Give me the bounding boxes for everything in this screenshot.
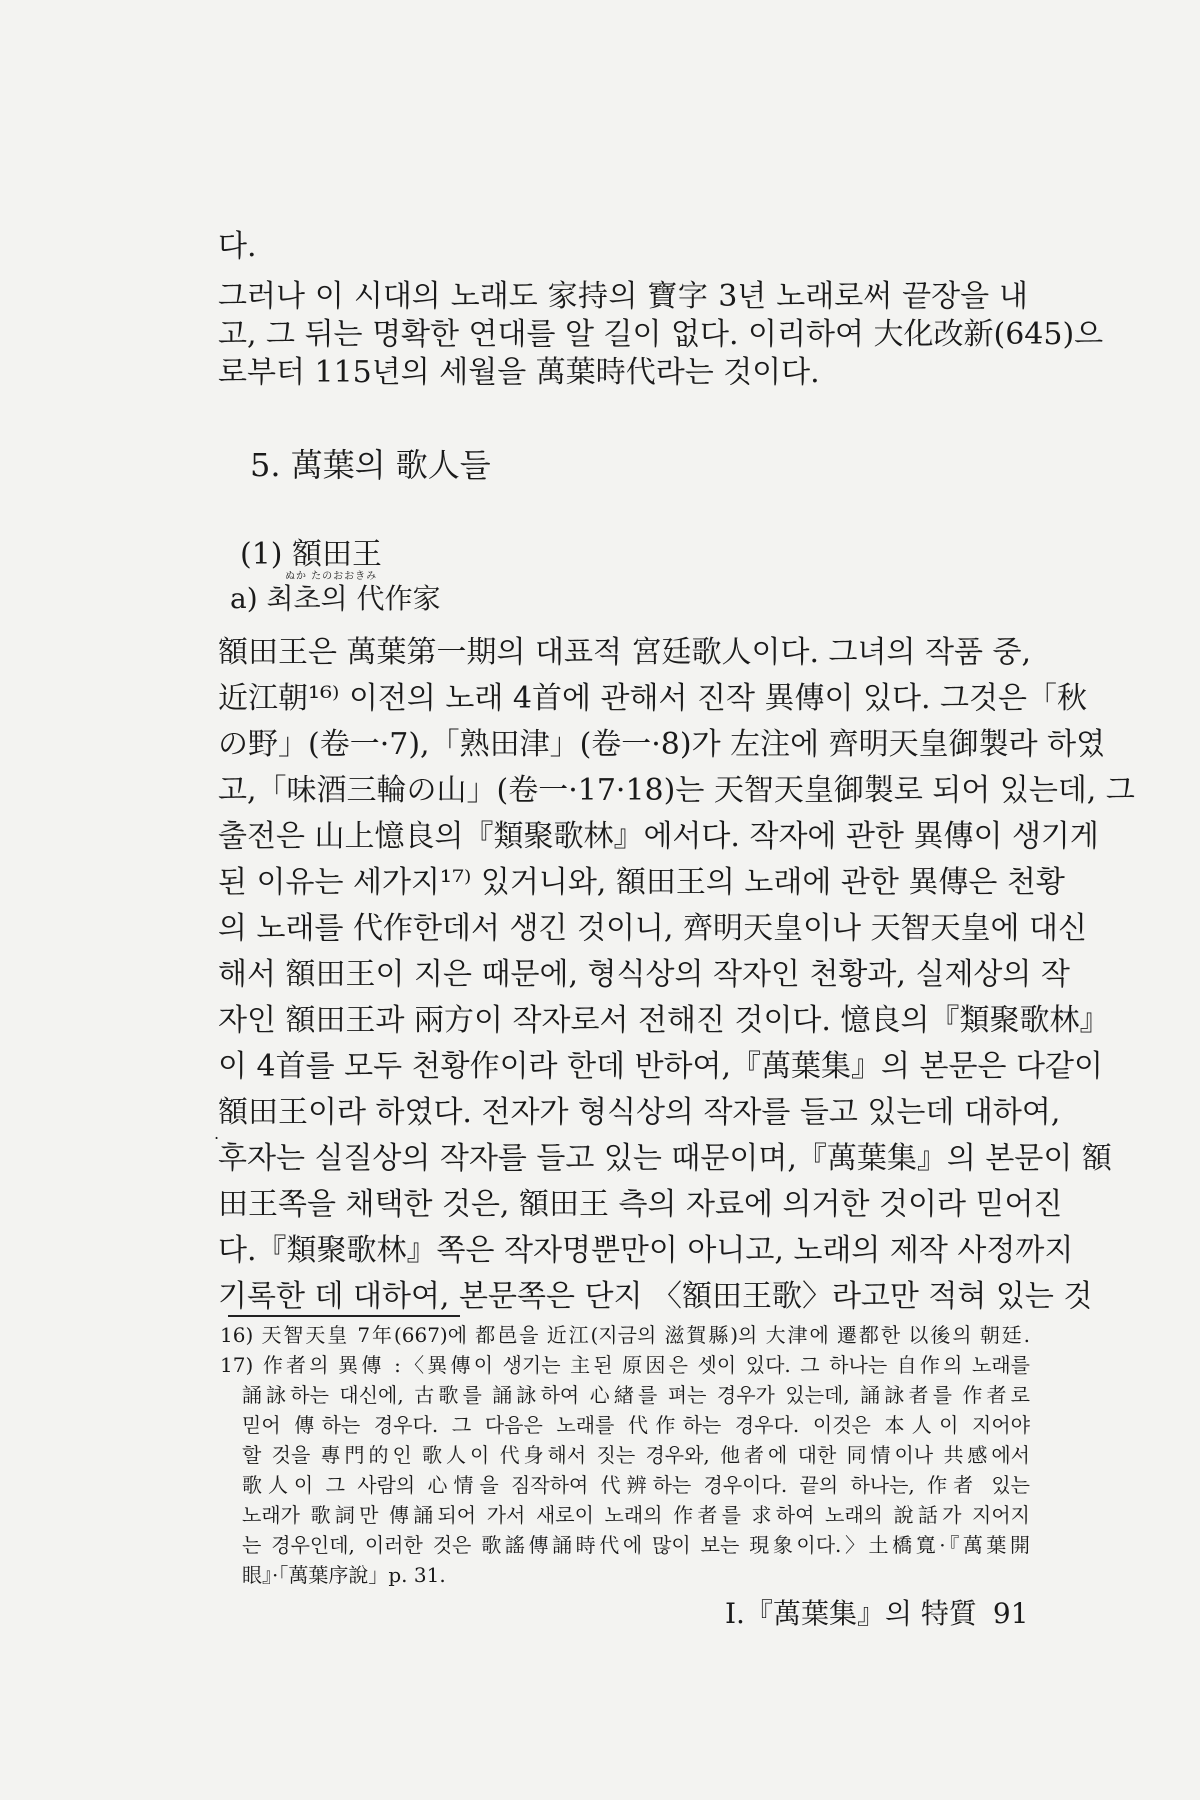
text-line: の野」(卷一·7),「熟田津」(卷一·8)가 左注에 齊明天皇御製라 하였 bbox=[218, 727, 1106, 762]
text-line: 다. bbox=[218, 229, 257, 264]
paragraph-nukata bbox=[218, 630, 1135, 1320]
text-line: 해서 額田王이 지은 때문에, 형식상의 작자인 천황과, 실제상의 작 bbox=[218, 957, 1070, 992]
footnotes bbox=[220, 1320, 1030, 1590]
stray-dot-mark: . bbox=[214, 1124, 220, 1143]
page-number: 91 bbox=[992, 1597, 1029, 1630]
text-line: 후자는 실질상의 작자를 들고 있는 때문이며,『萬葉集』의 본문이 額 bbox=[218, 1141, 1112, 1176]
footnote-17-line: 믿어 傳하는 경우다. 그 다음은 노래를 代作하는 경우다. 이것은 本人이 지어야 bbox=[242, 1413, 1030, 1437]
paragraph-manyo-era bbox=[218, 278, 1104, 392]
text-line: 그러나 이 시대의 노래도 家持의 寶字 3년 노래로써 끝장을 내 bbox=[218, 279, 1028, 314]
footnote-16: 16) 天智天皇 7年(667)에 都邑을 近江(지금의 滋賀縣)의 大津에 遷都한 以後의 朝廷. bbox=[220, 1323, 1030, 1347]
text-line: 의 노래를 代作한데서 생긴 것이니, 齊明天皇이나 天智天皇에 대신 bbox=[218, 911, 1087, 946]
text-line: 이 4首를 모두 천황作이라 한데 반하여,『萬葉集』의 본문은 다같이 bbox=[218, 1049, 1103, 1084]
footnote-17-line: 노래가 歌詞만 傳誦되어 가서 새로이 노래의 作者를 求하여 노래의 說話가 지어지 bbox=[242, 1503, 1030, 1527]
footnote-17-line: 眼』·「萬葉序說」p. 31. bbox=[242, 1563, 446, 1587]
footnote-17-line: 할 것을 專門的인 歌人이 代身해서 짓는 경우와, 他者에 대한 同情이나 共感에서 bbox=[242, 1443, 1030, 1467]
ruby-reading: ぬか たのおおきみ bbox=[285, 571, 378, 582]
text-line: 기록한 데 대하여, 본문쪽은 단지 〈額田王歌〉라고만 적혀 있는 것 bbox=[218, 1279, 1093, 1314]
subsection-heading: (1) 額田王 bbox=[240, 537, 383, 572]
text-line: 다.『類聚歌林』쪽은 작자명뿐만이 아니고, 노래의 제작 사정까지 bbox=[218, 1233, 1074, 1268]
text-line: 額田王은 萬葉第一期의 대표적 宮廷歌人이다. 그녀의 작품 중, bbox=[218, 635, 1032, 670]
text-line: 額田王이라 하였다. 전자가 형식상의 작자를 들고 있는데 대하여, bbox=[218, 1095, 1061, 1130]
text-line: 로부터 115년의 세월을 萬葉時代라는 것이다. bbox=[218, 355, 820, 390]
text-line: 田王쪽을 채택한 것은, 額田王 측의 자료에 의거한 것이라 믿어진 bbox=[218, 1187, 1063, 1222]
text-line: 자인 額田王과 兩方이 작자로서 전해진 것이다. 憶良의『類聚歌林』 bbox=[218, 1003, 1110, 1038]
text-line: 고, 그 뒤는 명확한 연대를 알 길이 없다. 이리하여 大化改新(645)으 bbox=[218, 317, 1104, 352]
subheading-a: a) 최초의 代作家 bbox=[230, 582, 441, 615]
text-line: 고,「味酒三輪の山」(卷一·17·18)는 天智天皇御製로 되어 있는데, 그 bbox=[218, 773, 1135, 808]
footnote-17-line: 歌人이 그 사람의 心情을 짐작하여 代辨하는 경우이다. 끝의 하나는, 作者 있는 bbox=[242, 1473, 1030, 1497]
section-heading: 5. 萬葉의 歌人들 bbox=[250, 446, 491, 484]
footnote-17-line: 17) 作者의 異傳 :〈異傳이 생기는 主된 原因은 셋이 있다. 그 하나는 自作의 노래를 bbox=[220, 1353, 1030, 1377]
text-line: 출전은 山上憶良의『類聚歌林』에서다. 작자에 관한 異傳이 생기게 bbox=[218, 819, 1099, 854]
chapter-title: Ⅰ.『萬葉集』의 特質 bbox=[725, 1597, 977, 1630]
text-line: 된 이유는 세가지¹⁷⁾ 있거니와, 額田王의 노래에 관한 異傳은 천황 bbox=[218, 865, 1065, 900]
text-line: 近江朝¹⁶⁾ 이전의 노래 4首에 관해서 진작 異傳이 있다. 그것은「秋 bbox=[218, 681, 1087, 716]
footnote-divider bbox=[228, 1315, 460, 1317]
footnote-17-line: 誦詠하는 대신에, 古歌를 誦詠하여 心緖를 펴는 경우가 있는데, 誦詠者를 作者로 bbox=[242, 1383, 1030, 1407]
paragraph-continuation bbox=[218, 228, 1028, 266]
running-footer bbox=[725, 1597, 1029, 1631]
footnote-17-line: 는 경우인데, 이러한 것은 歌謠傳誦時代에 많이 보는 現象이다.〉土橋寬·『萬葉開 bbox=[242, 1533, 1030, 1557]
